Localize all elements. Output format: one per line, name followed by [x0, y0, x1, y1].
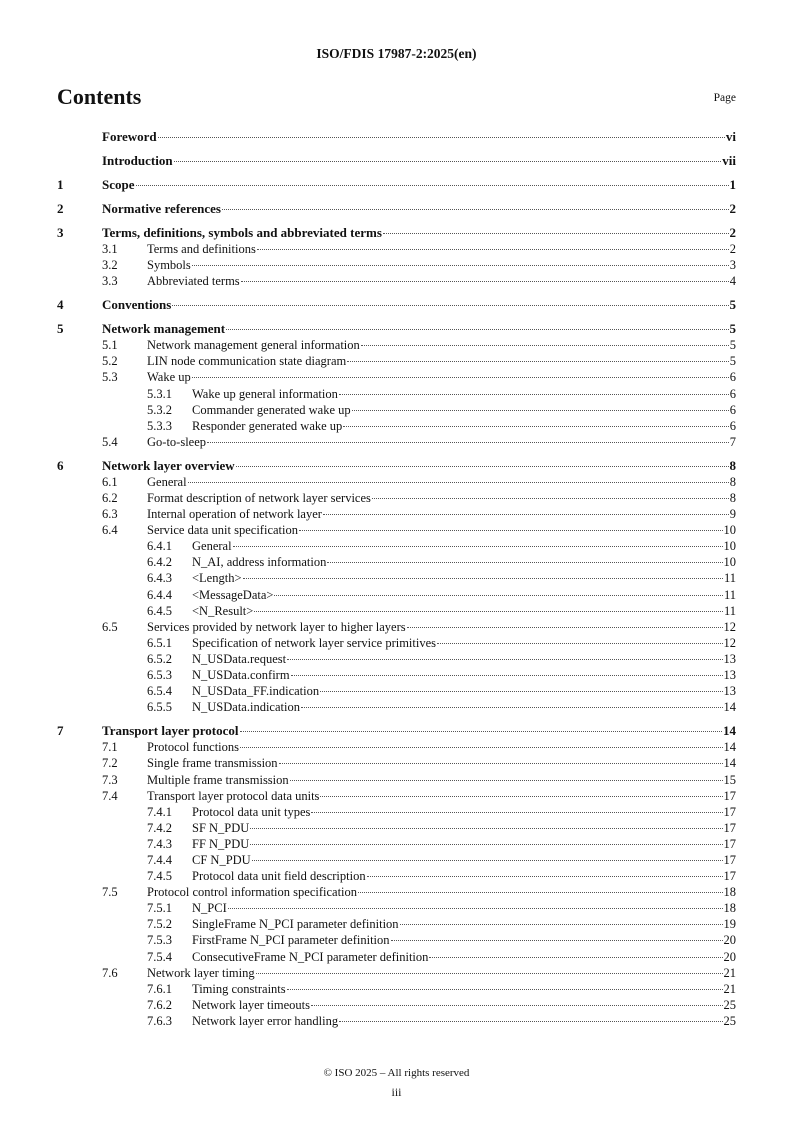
toc-entry-title: Abbreviated terms	[147, 274, 240, 289]
toc-entry-title: <Length>	[192, 571, 242, 586]
dot-leader	[311, 812, 722, 813]
dot-leader	[252, 860, 723, 861]
dot-leader	[228, 908, 723, 909]
toc-entry-number: 1	[57, 176, 64, 192]
dot-leader	[372, 498, 729, 499]
toc-entry-number: 5.3	[102, 370, 118, 385]
toc-entry-page: 2	[729, 200, 736, 216]
toc-entry-page: 14	[723, 723, 736, 739]
toc-entry-number: 7.5.4	[147, 949, 172, 964]
toc-entry[interactable]	[57, 257, 736, 273]
dot-leader	[291, 675, 723, 676]
dot-leader	[136, 185, 729, 186]
toc-entry-title: Protocol control information specification	[147, 885, 358, 900]
contents-title: Contents	[57, 84, 142, 109]
toc-entry-title: Protocol data unit types	[192, 804, 311, 819]
toc-entry-number: 3.3	[102, 274, 118, 289]
toc-entry-title: Protocol functions	[147, 740, 240, 755]
toc-entry-page: 7	[729, 434, 736, 449]
toc-entry[interactable]	[57, 788, 736, 804]
toc-entry[interactable]	[57, 297, 736, 313]
toc-entry-page: 6	[729, 370, 736, 385]
toc-entry[interactable]	[57, 755, 736, 771]
dot-leader	[256, 973, 723, 974]
toc-entry-page: 13	[723, 668, 736, 683]
dot-leader	[254, 611, 723, 612]
toc-entry-page: 12	[723, 635, 736, 650]
toc-entry-number: 7.4.2	[147, 820, 172, 835]
toc-entry[interactable]	[57, 932, 736, 948]
toc-entry-title: SF N_PDU	[192, 820, 250, 835]
toc-entry-number: 7.4.1	[147, 804, 172, 819]
toc-entry[interactable]	[57, 804, 736, 820]
toc-entry-title: N_AI, address information	[192, 555, 327, 570]
toc-entry-title: Responder generated wake up	[192, 418, 343, 433]
toc-entry-title: N_USData.confirm	[192, 668, 290, 683]
toc-entry-page: vii	[722, 152, 736, 168]
toc-entry-page: 11	[723, 603, 736, 618]
toc-entry-number: 5.2	[102, 354, 118, 369]
toc-entry-title: Wake up	[147, 370, 191, 385]
dot-leader	[323, 514, 729, 515]
toc-entry-page: 2	[729, 242, 736, 257]
dot-leader	[290, 780, 723, 781]
toc-entry[interactable]	[57, 386, 736, 402]
toc-entry-number: 7.4.4	[147, 852, 172, 867]
toc-entry[interactable]	[57, 273, 736, 289]
toc-entry-title: Network layer timeouts	[192, 997, 311, 1012]
toc-entry-title: Protocol data unit field description	[192, 869, 366, 884]
dot-leader	[320, 796, 722, 797]
dot-leader	[240, 747, 722, 748]
toc-entry-number: 6.4.3	[147, 571, 172, 586]
toc-entry-number: 6.4.5	[147, 603, 172, 618]
toc-entry-page: 4	[729, 274, 736, 289]
copyright-footer: © ISO 2025 – All rights reserved	[323, 1067, 470, 1079]
toc-entry-title: LIN node communication state diagram	[147, 354, 347, 369]
toc-entry-title: Wake up general information	[192, 386, 338, 401]
toc-entry-title: Network management general information	[147, 338, 360, 353]
dot-leader	[391, 940, 723, 941]
toc-entry[interactable]	[57, 474, 736, 490]
toc-entry-number: 5.1	[102, 338, 118, 353]
toc-entry-title: Network management	[102, 321, 226, 337]
dot-leader	[240, 731, 723, 732]
toc-entry-number: 7.1	[102, 740, 118, 755]
dot-leader	[367, 876, 723, 877]
toc-entry[interactable]	[57, 868, 736, 884]
toc-entry-page: 10	[723, 523, 736, 538]
toc-entry-page: 15	[723, 772, 736, 787]
toc-entry[interactable]	[57, 241, 736, 257]
toc-entry-page: 10	[723, 555, 736, 570]
dot-leader	[158, 137, 725, 138]
toc-entry-page: 25	[723, 1013, 736, 1028]
toc-entry-title: Go-to-sleep	[147, 434, 207, 449]
toc-entry-page: 3	[729, 258, 736, 273]
dot-leader	[339, 1021, 722, 1022]
toc-entry[interactable]	[57, 603, 736, 619]
dot-leader	[287, 989, 723, 990]
page-number: iii	[391, 1085, 402, 1099]
toc-entry[interactable]	[57, 321, 736, 337]
toc-entry-title: Single frame transmission	[147, 756, 278, 771]
dot-leader	[192, 377, 729, 378]
dot-leader	[257, 249, 729, 250]
toc-entry-number: 6.5.5	[147, 700, 172, 715]
toc-entry-number: 6.3	[102, 507, 118, 522]
dot-leader	[207, 442, 729, 443]
toc-entry-number: 5.4	[102, 434, 118, 449]
dot-leader	[233, 546, 723, 547]
toc-entry-number: 7.5.2	[147, 917, 172, 932]
toc-entry[interactable]	[57, 739, 736, 755]
dot-leader	[243, 578, 723, 579]
toc-entry-title: N_USData.indication	[192, 700, 300, 715]
dot-leader	[236, 466, 729, 467]
toc-entry-page: 13	[723, 651, 736, 666]
dot-leader	[241, 281, 729, 282]
toc-entry[interactable]	[57, 723, 736, 739]
dot-leader	[226, 329, 728, 330]
toc-entry-title: Network layer overview	[102, 457, 235, 473]
document-header: ISO/FDIS 17987-2:2025(en)	[316, 46, 477, 61]
toc-entry[interactable]	[57, 418, 736, 434]
toc-entry-title: Foreword	[102, 129, 157, 144]
toc-entry-page: 19	[723, 917, 736, 932]
toc-entry-number: 6.4.4	[147, 587, 172, 602]
toc-entry-title: <N_Result>	[192, 603, 254, 618]
toc-entry-number: 7.4	[102, 788, 118, 803]
toc-entry-number: 7.6	[102, 965, 118, 980]
table-of-contents	[57, 129, 736, 1029]
toc-entry[interactable]	[57, 554, 736, 570]
dot-leader	[279, 763, 723, 764]
toc-entry-number: 6.5.3	[147, 668, 172, 683]
toc-entry[interactable]	[57, 129, 736, 145]
toc-entry[interactable]	[57, 699, 736, 715]
toc-entry-page: 5	[729, 354, 736, 369]
toc-entry[interactable]	[57, 667, 736, 683]
toc-entry-number: 6.5.4	[147, 684, 172, 699]
toc-entry-page: 6	[729, 402, 736, 417]
toc-entry-page: 12	[723, 619, 736, 634]
dot-leader	[437, 643, 722, 644]
toc-entry-page: 8	[729, 474, 736, 489]
toc-entry[interactable]	[57, 490, 736, 506]
toc-entry-title: Conventions	[102, 297, 172, 313]
toc-entry-number: 6.1	[102, 474, 118, 489]
toc-entry[interactable]	[57, 402, 736, 418]
toc-entry-number: 7.4.3	[147, 836, 172, 851]
toc-entry-number: 6.5.2	[147, 651, 172, 666]
toc-entry-title: Multiple frame transmission	[147, 772, 289, 787]
dot-leader	[339, 394, 729, 395]
toc-entry-page: 8	[729, 491, 736, 506]
toc-entry-number: 3	[57, 224, 64, 240]
toc-entry-number: 3.1	[102, 242, 118, 257]
toc-entry-page: 17	[723, 836, 736, 851]
toc-entry-number: 5.3.3	[147, 418, 172, 433]
toc-entry-page: 11	[723, 571, 736, 586]
dot-leader	[327, 562, 722, 563]
toc-entry-title: Network layer error handling	[192, 1013, 339, 1028]
toc-entry-page: 13	[723, 684, 736, 699]
toc-entry-number: 6.4.1	[147, 539, 172, 554]
dot-leader	[174, 161, 722, 162]
toc-entry[interactable]	[57, 177, 736, 193]
toc-entry-title: N_PCI	[192, 901, 227, 916]
dot-leader	[347, 361, 729, 362]
toc-entry-title: N_USData.request	[192, 651, 287, 666]
toc-entry-title: CF N_PDU	[192, 852, 251, 867]
toc-entry-number: 5.3.1	[147, 386, 172, 401]
toc-entry-title: FirstFrame N_PCI parameter definition	[192, 933, 390, 948]
toc-entry-page: 20	[723, 949, 736, 964]
toc-entry-number: 7.6.3	[147, 1013, 172, 1028]
toc-entry[interactable]	[57, 916, 736, 932]
toc-entry-page: 25	[723, 997, 736, 1012]
toc-entry-title: FF N_PDU	[192, 836, 250, 851]
dot-leader	[361, 345, 729, 346]
toc-entry-title: General	[192, 539, 232, 554]
page-column-label: Page	[713, 92, 736, 104]
dot-leader	[192, 265, 729, 266]
toc-entry-title: Internal operation of network layer	[147, 507, 322, 522]
toc-entry-number: 7.6.1	[147, 981, 172, 996]
toc-entry[interactable]	[57, 772, 736, 788]
toc-entry[interactable]	[57, 836, 736, 852]
toc-entry-page: 5	[729, 338, 736, 353]
dot-leader	[343, 426, 728, 427]
toc-entry[interactable]	[57, 1013, 736, 1029]
toc-entry[interactable]	[57, 900, 736, 916]
toc-entry-page: 5	[729, 297, 736, 313]
toc-entry[interactable]	[57, 981, 736, 997]
toc-entry-number: 7.5	[102, 885, 118, 900]
toc-entry-page: 17	[723, 869, 736, 884]
dot-leader	[287, 659, 722, 660]
toc-entry-title: Specification of network layer service primitives	[192, 635, 437, 650]
toc-entry-title: ConsecutiveFrame N_PCI parameter definition	[192, 949, 429, 964]
toc-entry-number: 7.5.3	[147, 933, 172, 948]
toc-entry[interactable]	[57, 353, 736, 369]
toc-entry-title: Services provided by network layer to higher layers	[147, 619, 406, 634]
toc-entry[interactable]	[57, 434, 736, 450]
dot-leader	[301, 707, 723, 708]
toc-entry-number: 7.6.2	[147, 997, 172, 1012]
toc-entry-title: Symbols	[147, 258, 191, 273]
toc-entry-title: Scope	[102, 176, 135, 192]
toc-entry-number: 5	[57, 321, 64, 337]
dot-leader	[299, 530, 723, 531]
toc-entry-page: 14	[723, 700, 736, 715]
toc-entry[interactable]	[57, 587, 736, 603]
toc-entry-title: Transport layer protocol	[102, 723, 239, 739]
dot-leader	[250, 844, 722, 845]
toc-entry-number: 6.4.2	[147, 555, 172, 570]
toc-entry[interactable]	[57, 852, 736, 868]
toc-entry-title: N_USData_FF.indication	[192, 684, 320, 699]
toc-entry-number: 6.5.1	[147, 635, 172, 650]
toc-entry-page: 2	[729, 224, 736, 240]
toc-entry-page: 18	[723, 885, 736, 900]
toc-entry-page: 6	[729, 418, 736, 433]
toc-entry-number: 4	[57, 297, 64, 313]
toc-entry-number: 7.2	[102, 756, 118, 771]
dot-leader	[250, 828, 722, 829]
dot-leader	[222, 209, 729, 210]
toc-entry[interactable]	[57, 683, 736, 699]
toc-entry-number: 6.4	[102, 523, 118, 538]
toc-entry-number: 5.3.2	[147, 402, 172, 417]
toc-entry[interactable]	[57, 225, 736, 241]
toc-entry[interactable]	[57, 522, 736, 538]
toc-entry-page: 14	[723, 756, 736, 771]
toc-entry-page: 17	[723, 804, 736, 819]
toc-entry-title: Normative references	[102, 200, 221, 216]
toc-entry[interactable]	[57, 820, 736, 836]
toc-entry-page: vi	[725, 129, 736, 144]
toc-entry-title: General	[147, 474, 187, 489]
toc-entry-page: 17	[723, 852, 736, 867]
toc-entry[interactable]	[57, 506, 736, 522]
toc-entry-page: 1	[729, 176, 736, 192]
toc-entry-page: 17	[723, 788, 736, 803]
toc-entry[interactable]	[57, 153, 736, 169]
toc-entry[interactable]	[57, 965, 736, 981]
dot-leader	[429, 957, 722, 958]
toc-entry-title: SingleFrame N_PCI parameter definition	[192, 917, 399, 932]
dot-leader	[383, 233, 729, 234]
toc-entry[interactable]	[57, 635, 736, 651]
toc-entry-page: 21	[723, 981, 736, 996]
toc-entry-page: 8	[729, 457, 736, 473]
toc-entry-page: 10	[723, 539, 736, 554]
toc-entry-number: 7.3	[102, 772, 118, 787]
toc-entry-page: 21	[723, 965, 736, 980]
toc-entry[interactable]	[57, 619, 736, 635]
toc-entry-title: <MessageData>	[192, 587, 274, 602]
toc-entry-page: 5	[729, 321, 736, 337]
toc-entry-page: 11	[723, 587, 736, 602]
toc-entry-title: Introduction	[102, 152, 173, 168]
toc-entry-page: 20	[723, 933, 736, 948]
toc-entry-title: Commander generated wake up	[192, 402, 351, 417]
dot-leader	[188, 482, 729, 483]
toc-entry[interactable]	[57, 997, 736, 1013]
toc-entry[interactable]	[57, 201, 736, 217]
toc-entry[interactable]	[57, 337, 736, 353]
toc-entry[interactable]	[57, 458, 736, 474]
toc-entry-number: 7	[57, 723, 64, 739]
toc-entry-number: 3.2	[102, 258, 118, 273]
dot-leader	[320, 691, 722, 692]
toc-entry-title: Terms and definitions	[147, 242, 256, 257]
toc-entry-number: 6.5	[102, 619, 118, 634]
toc-entry-number: 2	[57, 200, 64, 216]
dot-leader	[352, 410, 729, 411]
toc-entry-page: 14	[723, 740, 736, 755]
toc-entry[interactable]	[57, 949, 736, 965]
toc-entry-title: Format description of network layer services	[147, 491, 371, 506]
toc-entry-title: Timing constraints	[192, 981, 286, 996]
toc-entry[interactable]	[57, 651, 736, 667]
toc-entry-page: 9	[729, 507, 736, 522]
toc-entry[interactable]	[57, 369, 736, 385]
toc-entry[interactable]	[57, 884, 736, 900]
toc-entry[interactable]	[57, 570, 736, 586]
toc-entry-number: 6.2	[102, 491, 118, 506]
toc-entry-page: 6	[729, 386, 736, 401]
dot-leader	[400, 924, 723, 925]
toc-entry-title: Service data unit specification	[147, 523, 298, 538]
toc-entry-number: 6	[57, 457, 64, 473]
toc-entry-number: 7.4.5	[147, 869, 172, 884]
toc-entry-title: Transport layer protocol data units	[147, 788, 320, 803]
dot-leader	[311, 1005, 722, 1006]
dot-leader	[172, 305, 728, 306]
toc-entry-title: Terms, definitions, symbols and abbreviated terms	[102, 224, 382, 240]
dot-leader	[358, 892, 722, 893]
toc-entry-page: 18	[723, 901, 736, 916]
toc-entry-title: Network layer timing	[147, 965, 255, 980]
toc-entry-number: 7.5.1	[147, 901, 172, 916]
dot-leader	[274, 595, 723, 596]
dot-leader	[407, 627, 723, 628]
toc-entry-page: 17	[723, 820, 736, 835]
toc-entry[interactable]	[57, 538, 736, 554]
